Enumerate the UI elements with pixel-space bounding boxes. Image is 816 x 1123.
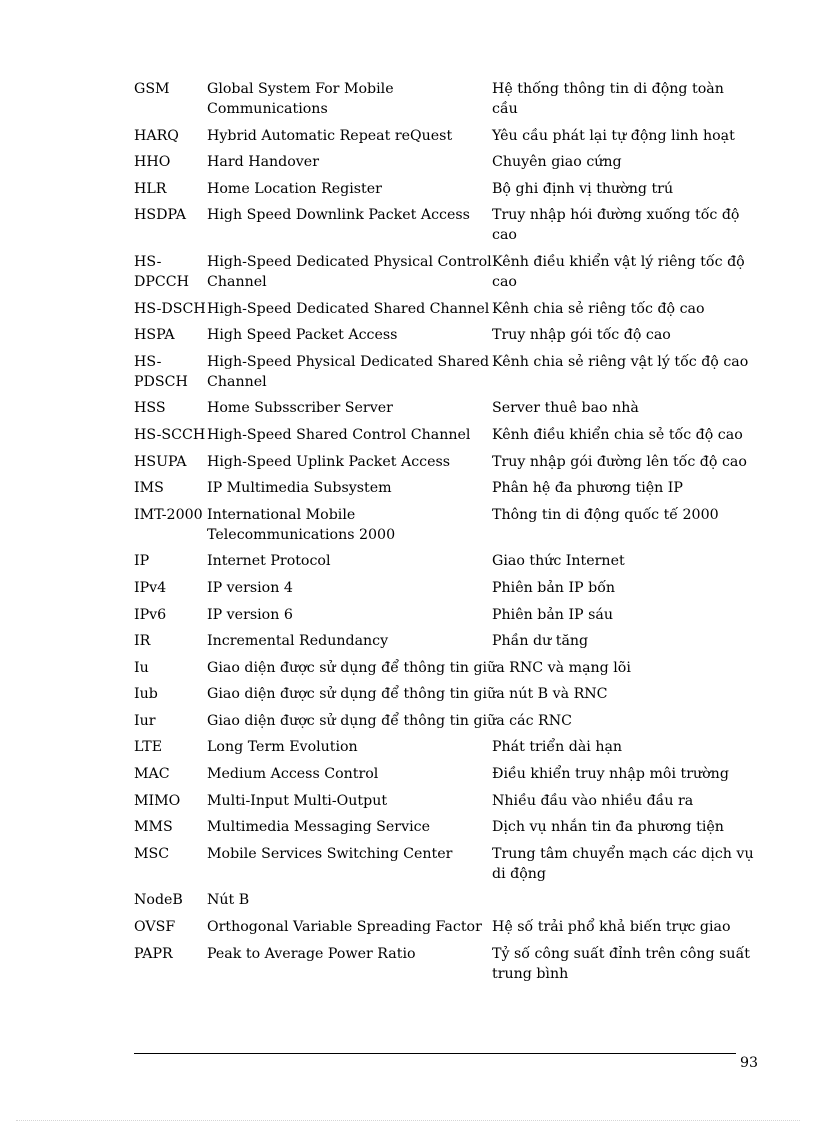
vietnamese-term-cell: Thông tin di động quốc tế 2000 [492,506,719,523]
english-term-cell: IP version 4 [207,579,293,596]
english-term-cell: Internet Protocol [207,553,331,570]
english-term-cell: Orthogonal Variable Spreading Factor [207,919,482,936]
abbreviation-cell: HSDPA [134,207,186,224]
abbreviation-cell: LTE [134,739,163,756]
vietnamese-term-cell: Kênh điều khiển vật lý riêng tốc độ cao [492,253,745,290]
abbreviation-cell: MAC [134,766,170,783]
table-row [134,578,754,605]
english-term-cell: High-Speed Dedicated Shared Channel [207,300,490,317]
english-term-cell: Peak to Average Power Ratio [207,945,416,962]
table-row [134,890,754,917]
english-term-cell: Giao diện được sử dụng để thông tin giữa các RNC [207,712,572,729]
vietnamese-term-cell: Kênh chia sẻ riêng vật lý tốc độ cao [492,353,749,370]
table-row [134,325,754,352]
abbreviation-cell: IP [134,553,150,570]
abbreviation-cell: IPv6 [134,606,167,623]
english-term-cell: Long Term Evolution [207,739,358,756]
english-term-cell: Multi-Input Multi-Output [207,792,388,809]
abbreviation-cell: GSM [134,81,170,97]
abbreviation-cell: Iur [134,712,156,729]
table-row [134,505,754,552]
abbreviation-cell: HSPA [134,327,175,344]
page-number: 93 [740,1055,759,1071]
vietnamese-term-cell: Truy nhập gói tốc độ cao [492,327,671,344]
vietnamese-term-cell [492,890,754,917]
table-row [134,252,754,299]
table-row [134,944,754,991]
table-row [134,917,754,944]
abbreviation-cell: HS-DSCH [134,300,206,317]
table-row [134,452,754,479]
table-row [134,844,754,891]
vietnamese-term-cell: Hệ số trải phổ khả biến trực giao [492,919,731,936]
vietnamese-term-cell: Tỷ số công suất đỉnh trên công suất trung bình [492,945,750,982]
page-bottom-edge [16,1120,800,1121]
table-row [134,152,754,179]
table-row [134,711,754,738]
english-term-cell: High-Speed Uplink Packet Access [207,453,451,470]
abbreviation-cell: MSC [134,845,170,862]
table-row [134,605,754,632]
abbreviation-cell: PAPR [134,945,173,962]
english-term-cell: Home Location Register [207,180,382,197]
english-term-cell: Home Subsscriber Server [207,400,393,417]
table-row [134,764,754,791]
abbreviation-cell: HS-PDSCH [134,353,188,390]
abbreviation-cell: HLR [134,180,167,197]
vietnamese-term-cell: Phiên bản IP sáu [492,606,613,623]
english-term-cell: Hard Handover [207,154,319,171]
english-term-cell: Mobile Services Switching Center [207,845,453,862]
vietnamese-term-cell: Điều khiển truy nhập môi trường [492,766,729,783]
english-term-cell: High-Speed Shared Control Channel [207,426,471,443]
table-row [134,658,754,685]
table-row [134,551,754,578]
english-term-cell: Giao diện được sử dụng để thông tin giữa RNC và mạng lõi [207,659,631,676]
abbreviation-table-body [134,79,754,990]
table-row [134,126,754,153]
abbreviation-cell: IMT-2000 [134,506,203,523]
abbreviation-cell: NodeB [134,892,183,909]
abbreviation-table [134,79,754,990]
vietnamese-term-cell: Phát triển dài hạn [492,739,623,756]
english-term-cell: High-Speed Dedicated Physical Control Channel [207,253,492,290]
english-term-cell: High Speed Packet Access [207,327,398,344]
vietnamese-term-cell: Phiên bản IP bốn [492,579,616,596]
table-row [134,817,754,844]
vietnamese-term-cell: Bộ ghi định vị thường trú [492,180,674,197]
table-row [134,425,754,452]
table-row [134,737,754,764]
vietnamese-term-cell: Yêu cầu phát lại tự động linh hoạt [492,127,735,144]
english-term-cell: Incremental Redundancy [207,633,389,650]
abbreviation-cell: HARQ [134,127,179,144]
footer-rule [134,1053,736,1054]
table-row [134,631,754,658]
english-term-cell: High Speed Downlink Packet Access [207,207,470,224]
table-row [134,205,754,252]
table-row [134,352,754,399]
abbreviation-cell: HSS [134,400,166,417]
table-row [134,478,754,505]
english-term-cell: IP version 6 [207,606,293,623]
english-term-cell: High-Speed Physical Dedicated Shared Channel [207,353,490,390]
vietnamese-term-cell: Nhiều đầu vào nhiều đầu ra [492,792,694,809]
english-term-cell: Global System For Mobile Communications [207,81,394,117]
abbreviation-cell: HSUPA [134,453,187,470]
vietnamese-term-cell: Phần dư tăng [492,633,589,650]
abbreviation-cell: HS-SCCH [134,426,206,443]
table-row [134,684,754,711]
vietnamese-term-cell: Kênh chia sẻ riêng tốc độ cao [492,300,705,317]
abbreviation-cell: MMS [134,819,173,836]
english-term-cell: Hybrid Automatic Repeat reQuest [207,127,453,144]
abbreviation-cell: IPv4 [134,579,167,596]
table-row [134,299,754,326]
english-term-cell: Nút B [207,892,250,909]
abbreviation-cell: IMS [134,480,164,497]
english-term-cell: Multimedia Messaging Service [207,819,430,836]
abbreviation-cell: IR [134,633,151,650]
english-term-cell: Giao diện được sử dụng để thông tin giữa nút B và RNC [207,686,608,703]
vietnamese-term-cell: Trung tâm chuyển mạch các dịch vụ di động [492,845,754,882]
english-term-cell: Medium Access Control [207,766,379,783]
abbreviation-cell: HS-DPCCH [134,253,190,290]
vietnamese-term-cell: Giao thức Internet [492,553,625,570]
abbreviation-cell: Iu [134,659,149,676]
table-row [134,398,754,425]
vietnamese-term-cell: Dịch vụ nhắn tin đa phương tiện [492,819,724,836]
table-row [134,79,754,126]
table-row [134,791,754,818]
vietnamese-term-cell: Server thuê bao nhà [492,400,639,417]
abbreviation-cell: OVSF [134,919,176,936]
vietnamese-term-cell: Phân hệ đa phương tiện IP [492,480,683,497]
table-row [134,179,754,206]
abbreviation-cell: HHO [134,154,171,171]
vietnamese-term-cell: Truy nhập gói đường lên tốc độ cao [492,453,747,470]
vietnamese-term-cell: Truy nhập hói đường xuống tốc độ cao [492,207,740,244]
abbreviation-cell: Iub [134,686,158,703]
abbreviation-cell: MIMO [134,792,181,809]
vietnamese-term-cell: Chuyên giao cứng [492,154,622,171]
english-term-cell: IP Multimedia Subsystem [207,480,392,497]
english-term-cell: International Mobile Telecommunications 2000 [207,506,396,543]
vietnamese-term-cell: Kênh điều khiển chia sẻ tốc độ cao [492,426,743,443]
vietnamese-term-cell: Hệ thống thông tin di động toàn cầu [492,81,724,117]
